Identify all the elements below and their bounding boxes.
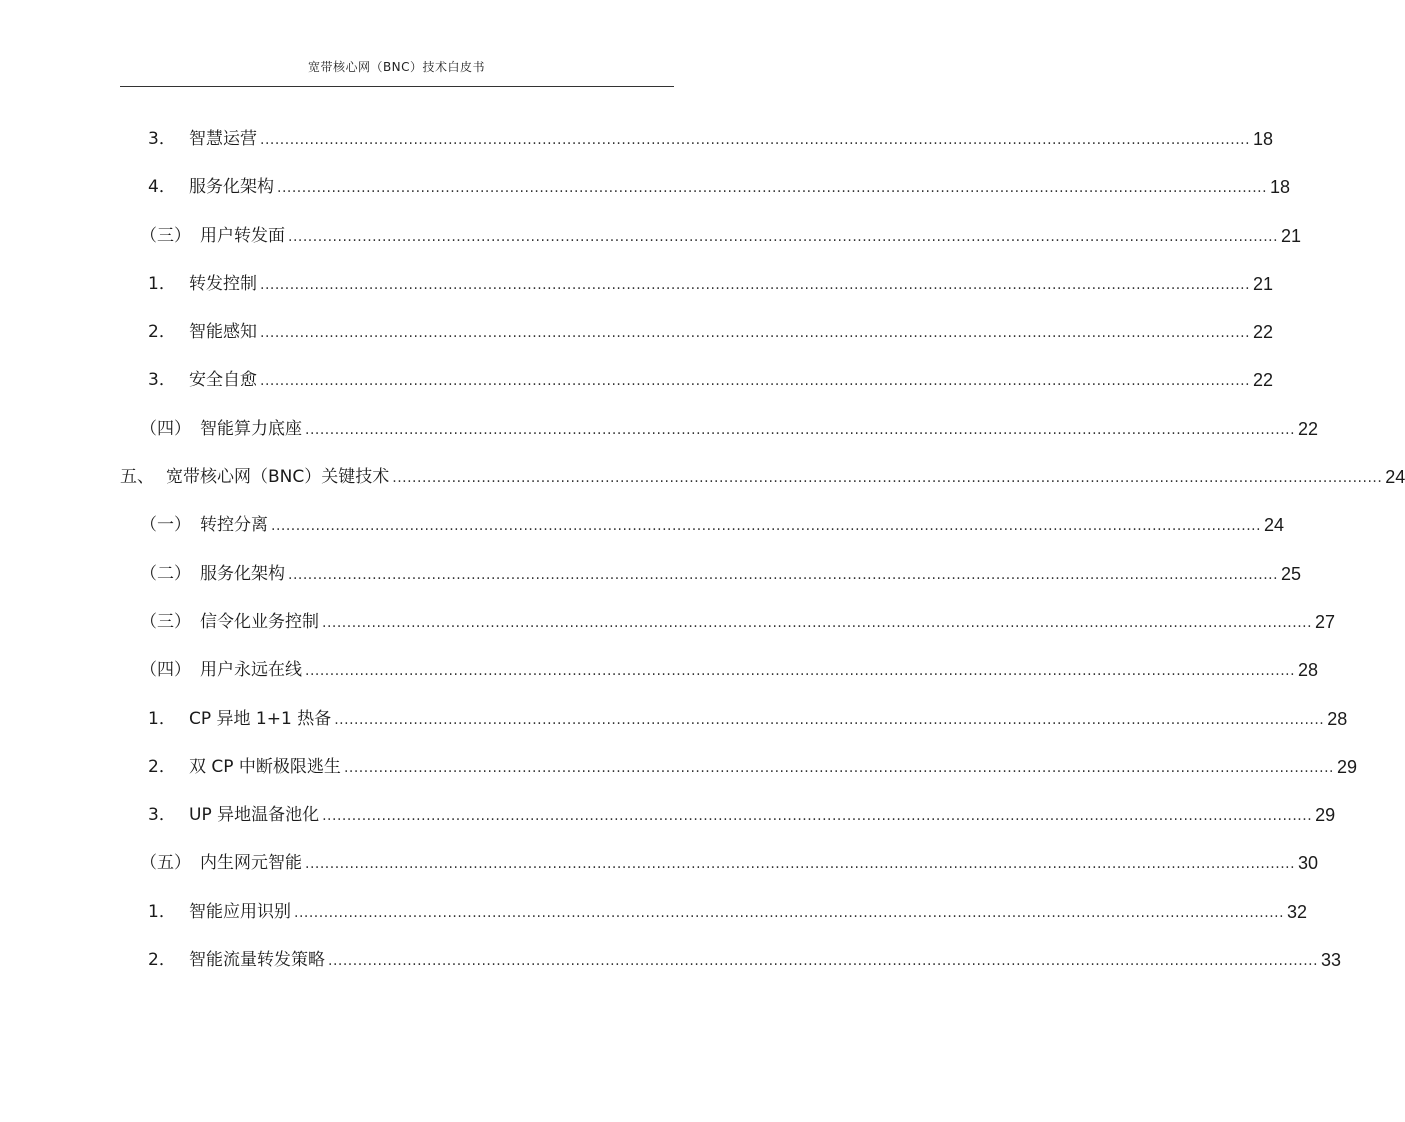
toc-entry[interactable] [148,272,1274,296]
toc-leader-dots: ........................................................................................................................................................................................................ [305,856,1296,872]
toc-leader-dots: ........................................................................................................................................................................................................ [305,663,1296,679]
toc-entry-number: （二） [140,564,191,584]
toc-entry-number: 2． [148,950,176,970]
toc-entry[interactable] [140,417,1319,441]
toc-entry-title: 智能流量转发策略 [189,950,325,970]
toc-entry-number: 1． [148,902,176,922]
toc-entry-page: 32 [1287,902,1308,922]
toc-entry-page: 21 [1281,226,1302,246]
toc-entry-page: 28 [1327,709,1348,729]
toc-entry-number: 2． [148,757,176,777]
toc-entry-number: 五、 [120,467,154,487]
toc-entry-number: 3． [148,805,176,825]
toc-leader-dots: ........................................................................................................................................................................................................ [260,373,1251,389]
toc-entry-title: 智能应用识别 [189,902,291,922]
toc-entry-number: 4． [148,177,176,197]
toc-leader-dots: ........................................................................................................................................................................................................ [305,422,1296,438]
toc-entry-page: 24 [1264,515,1285,535]
toc-entry-page: 27 [1315,612,1336,632]
toc-entry-page: 33 [1321,950,1342,970]
toc-entry-page: 28 [1298,660,1319,680]
toc-entry[interactable] [148,755,1358,779]
toc-entry[interactable] [140,658,1319,682]
toc-entry[interactable] [148,948,1342,972]
toc-entry-number: （三） [140,226,191,246]
toc-leader-dots: ........................................................................................................................................................................................................ [288,567,1279,583]
toc-leader-dots: ........................................................................................................................................................................................................ [322,615,1313,631]
toc-entry-page: 18 [1270,177,1291,197]
toc-entry-title: UP 异地温备池化 [189,805,320,825]
toc-entry[interactable] [148,368,1274,392]
toc-entry-title: 智能感知 [189,322,257,342]
toc-entry-number: 1． [148,709,176,729]
toc-leader-dots: ........................................................................................................................................................................................................ [288,229,1279,245]
toc-entry-title: 信令化业务控制 [200,612,319,632]
toc-leader-dots: ........................................................................................................................................................................................................ [392,470,1383,486]
toc-entry-title: 服务化架构 [200,564,285,584]
toc-entry-page: 24 [1385,467,1405,487]
toc-entry-number: 3． [148,370,176,390]
toc-entry[interactable] [140,513,1285,537]
toc-entry-title: 智能算力底座 [200,419,302,439]
toc-entry[interactable] [148,175,1291,199]
toc-entry-page: 22 [1253,322,1274,342]
toc-entry-number: （五） [140,853,191,873]
toc-entry-page: 30 [1298,853,1319,873]
toc-entry-number: （三） [140,612,191,632]
toc-entry-page: 25 [1281,564,1302,584]
toc-entry-page: 29 [1336,757,1358,777]
toc-leader-dots: ........................................................................................................................................................................................................ [322,808,1313,824]
toc-entry-number: 3． [148,129,176,149]
toc-entry[interactable] [140,851,1319,875]
toc-entry-number: 1． [148,274,176,294]
toc-leader-dots: ........................................................................................................................................................................................................ [277,180,1268,196]
toc-entry-title: 服务化架构 [189,177,274,197]
toc-entry-number: 2． [148,322,176,342]
toc-entry-number: （四） [140,419,191,439]
toc-entry-title: 双 CP 中断极限逃生 [189,757,341,777]
toc-entry-page: 29 [1315,805,1336,825]
toc-entry-title: 智慧运营 [189,129,257,149]
toc-entry-page: 22 [1253,370,1274,390]
toc-entry[interactable] [148,127,1274,151]
toc-leader-dots: ........................................................................................................................................................................................................ [328,953,1319,969]
toc-entry-title: 用户永远在线 [200,660,302,680]
toc-entry-title: 转控分离 [200,515,268,535]
toc-entry-page: 21 [1253,274,1274,294]
toc-entry-title: 内生网元智能 [200,853,302,873]
toc-entry-title: 转发控制 [189,274,257,294]
toc-entry[interactable] [148,803,1336,827]
toc-entry[interactable] [140,562,1302,586]
toc-entry[interactable] [140,224,1302,248]
toc-leader-dots: ........................................................................................................................................................................................................ [334,712,1325,728]
page-header: 宽带核心网（BNC）技术白皮书 [307,60,486,74]
toc-entry[interactable] [120,465,1405,489]
toc-entry-title: 安全自愈 [189,370,257,390]
toc-entry-title: 用户转发面 [200,226,285,246]
toc-entry[interactable] [148,900,1308,924]
toc-entry-number: （四） [140,660,191,680]
toc-entry-title: CP 异地 1+1 热备 [189,709,332,729]
toc-entry-number: （一） [140,515,191,535]
toc-entry[interactable] [148,320,1274,344]
toc-leader-dots: ........................................................................................................................................................................................................ [294,905,1285,921]
toc-leader-dots: ........................................................................................................................................................................................................ [260,325,1251,341]
toc-entry-page: 18 [1253,129,1274,149]
toc-leader-dots: ........................................................................................................................................................................................................ [260,277,1251,293]
toc-entry[interactable] [148,707,1348,731]
toc-entry-page: 22 [1298,419,1319,439]
toc-entry-title: 宽带核心网（BNC）关键技术 [166,467,390,487]
toc-leader-dots: ........................................................................................................................................................................................................ [271,518,1262,534]
toc-leader-dots: ........................................................................................................................................................................................................ [343,760,1334,776]
toc-entry[interactable] [140,610,1336,634]
toc-leader-dots: ........................................................................................................................................................................................................ [260,132,1251,148]
